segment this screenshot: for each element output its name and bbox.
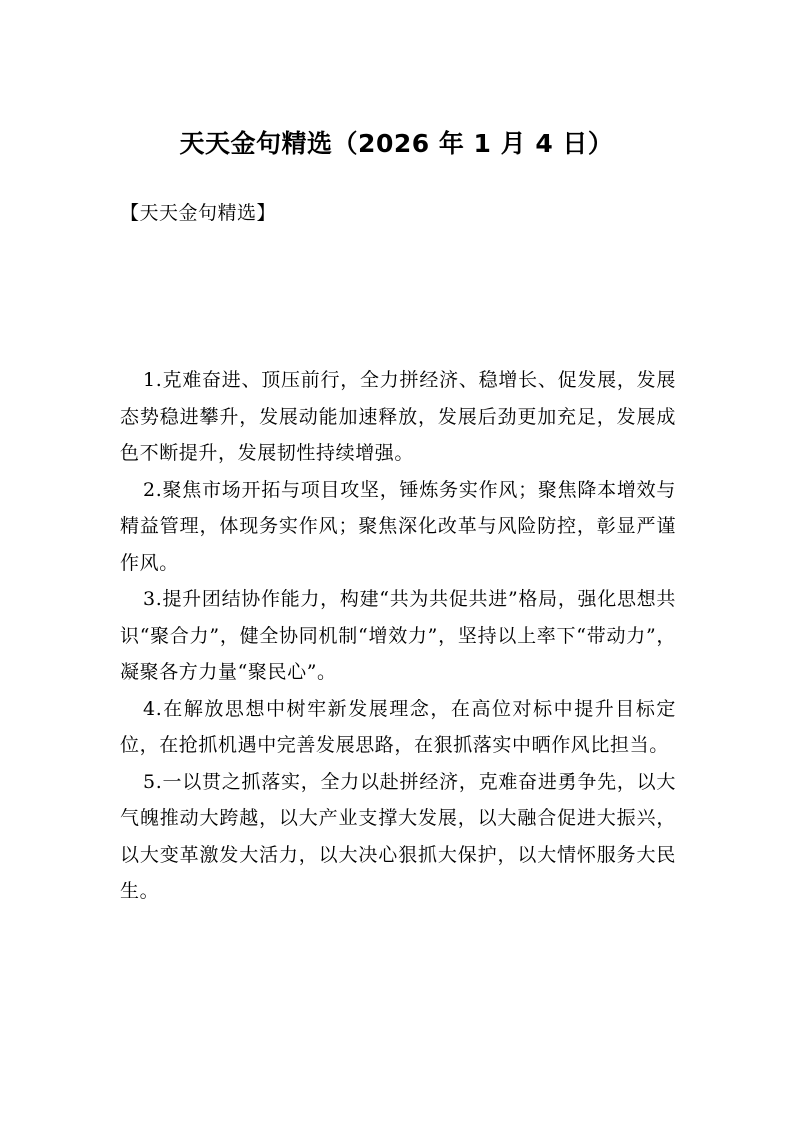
paragraph-3: 3.提升团结协作能力，构建“共为共促共进”格局，强化思想共识“聚合力”，健全协同机制“增效力”，坚持以上率下“带动力”，凝聚各方力量“聚民心”。: [120, 588, 676, 683]
document-body: [120, 362, 676, 910]
document-title: 天天金句精选（2026 年 1 月 4 日）: [179, 129, 614, 158]
paragraph-1: 1.克难奋进、顶压前行，全力拼经济、稳增长、促发展，发展态势稳进攀升，发展动能加速释放，发展后劲更加充足，发展成色不断提升，发展韧性持续增强。: [120, 369, 676, 464]
paragraph-2: 2.聚焦市场开拓与项目攻坚，锤炼务实作风；聚焦降本增效与精益管理，体现务实作风；聚焦深化改革与风险防控，彰显严谨作风。: [120, 478, 676, 574]
paragraph-4: 4.在解放思想中树牢新发展理念，在高位对标中提升目标定位，在抢抓机遇中完善发展思路，在狠抓落实中晒作风比担当。: [120, 697, 676, 756]
section-label: 【天天金句精选】: [120, 202, 277, 224]
paragraph-5: 5.一以贯之抓落实，全力以赴拼经济，克难奋进勇争先，以大气魄推动大跨越，以大产业支撑大发展，以大融合促进大振兴，以大变革激发大活力，以大决心狠抓大保护，以大情怀服务大民生。: [120, 770, 676, 902]
